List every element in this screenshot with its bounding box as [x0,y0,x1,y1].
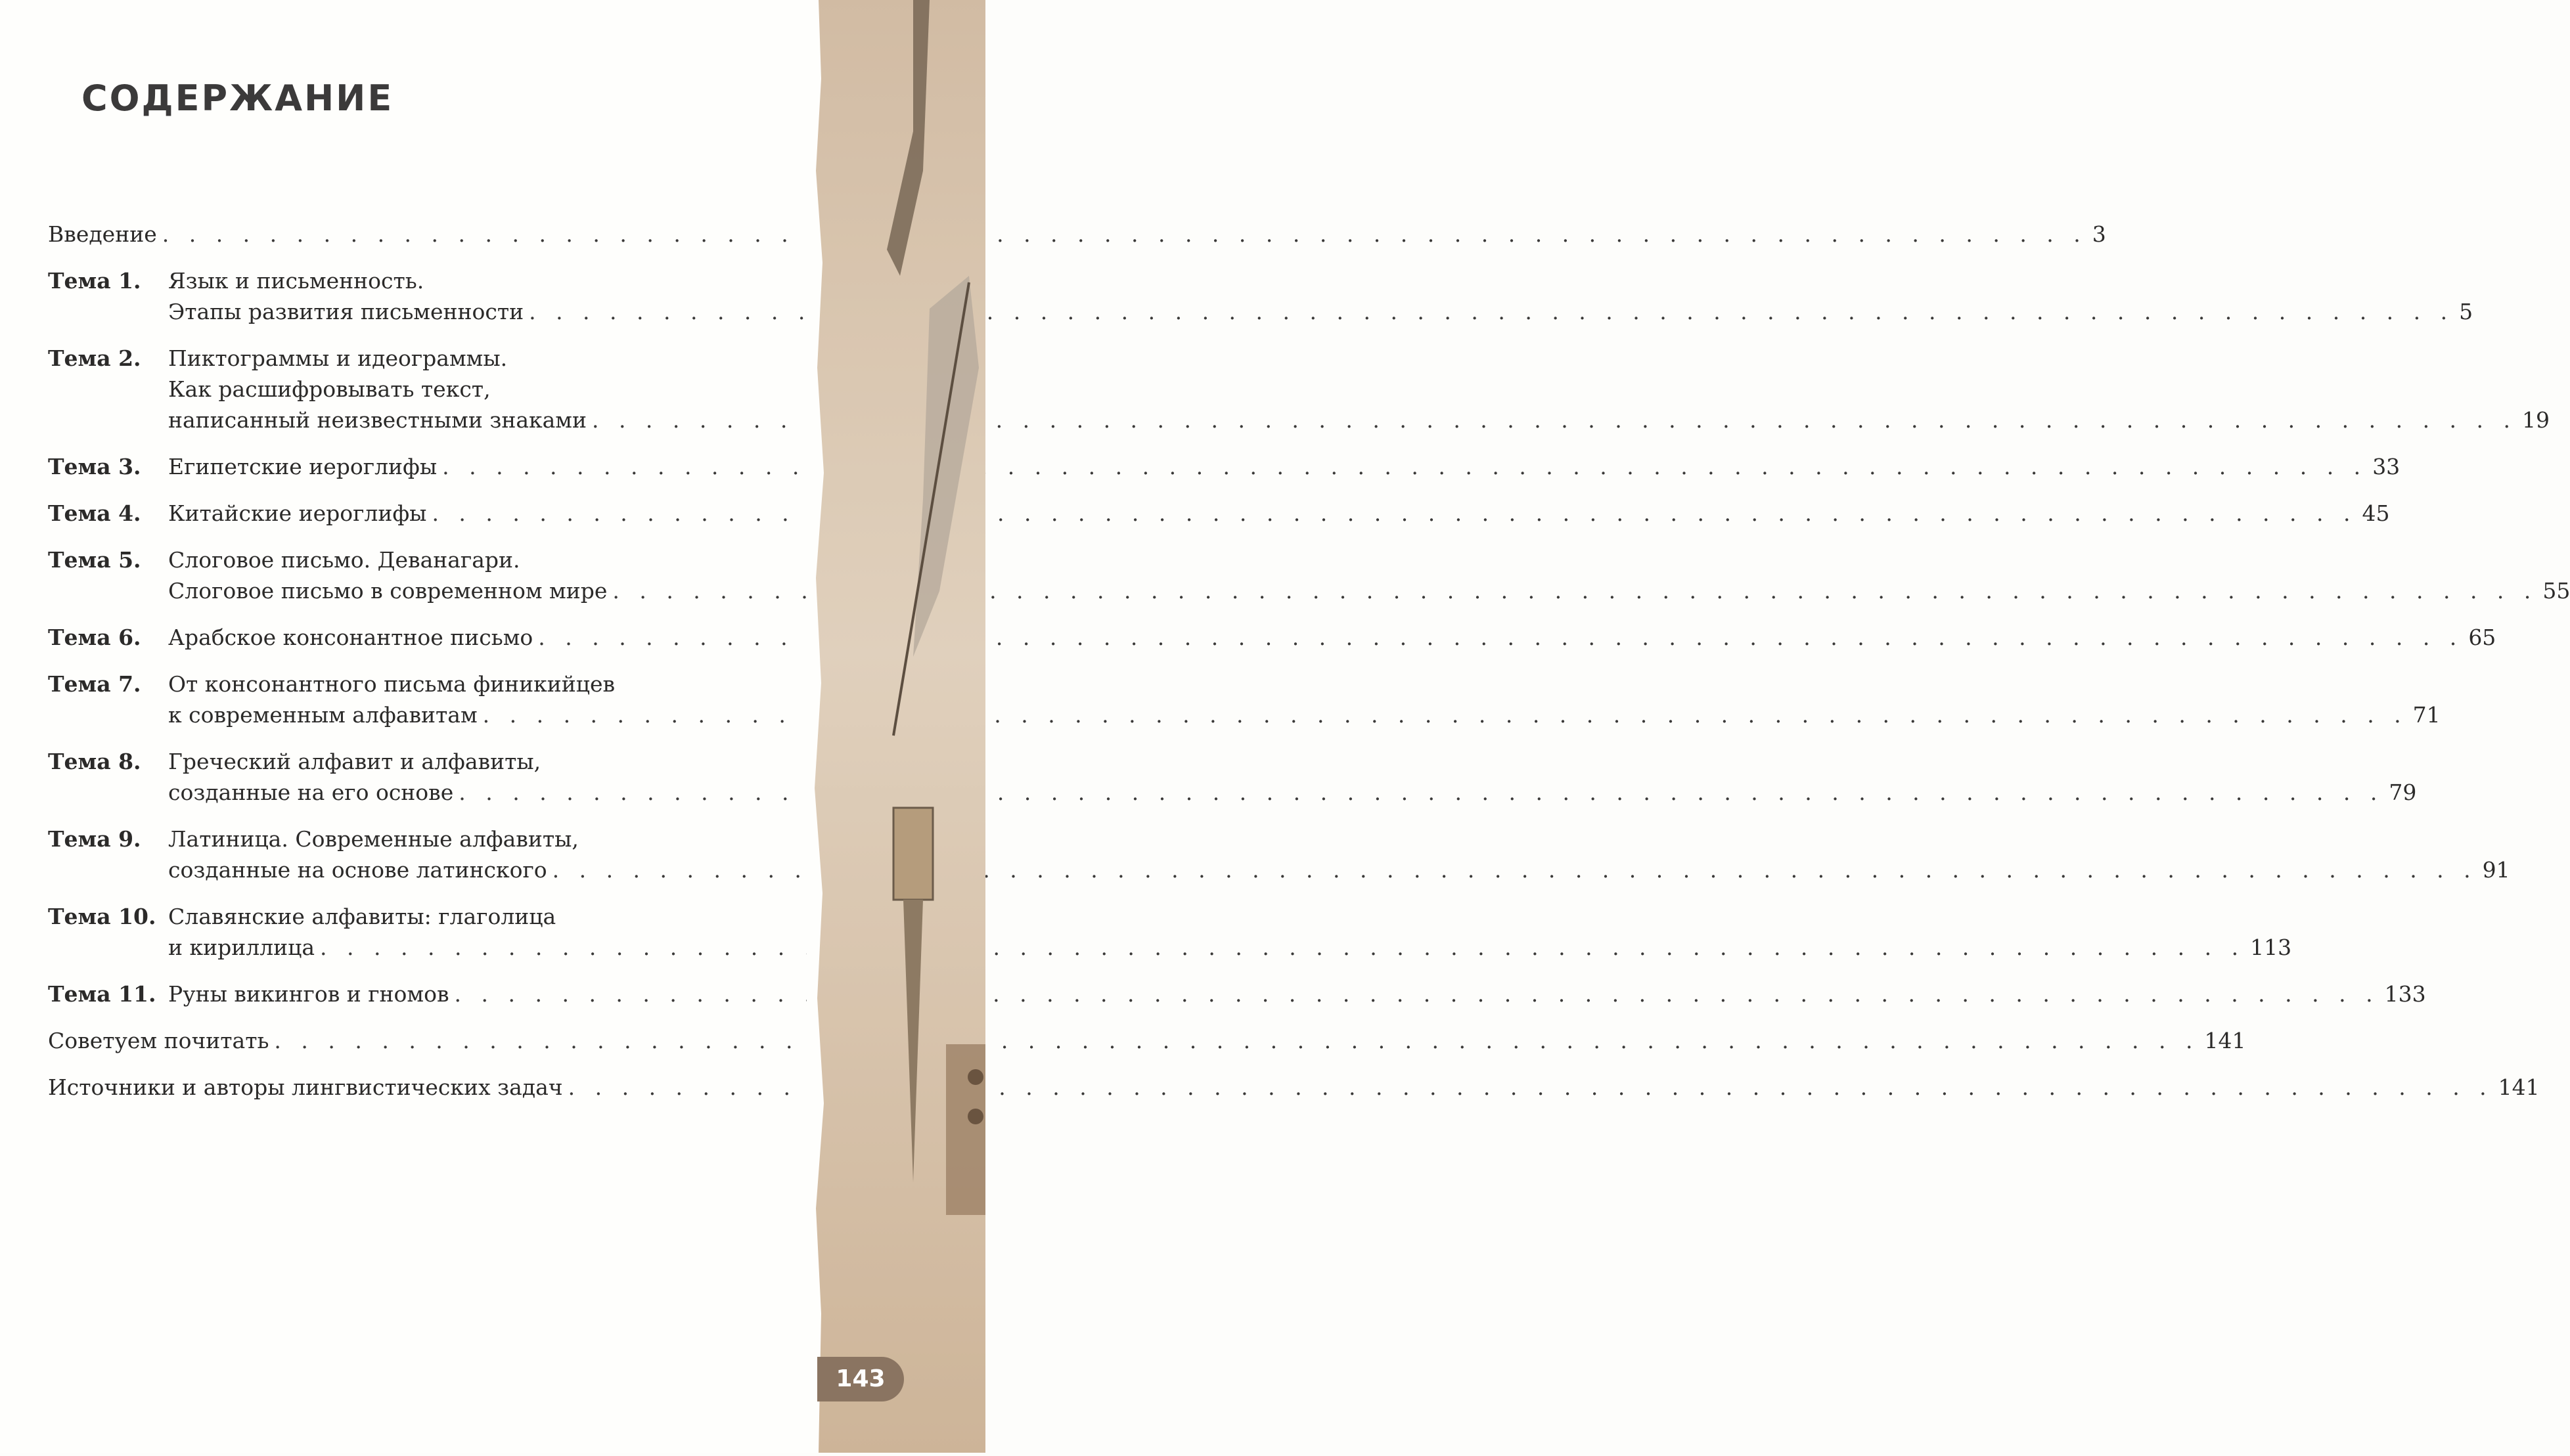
toc-entry-line [168,901,2291,932]
toc-entry-body [168,746,2416,808]
toc-page-number: 45 [2362,500,2390,526]
toc-entry-line [48,1025,2245,1056]
torn-paper-edge [807,0,833,1453]
toc-entry-title: Этапы развития письменности [168,299,524,324]
toc-entry [48,1072,2540,1103]
toc-entry [48,451,2401,482]
toc-page-number: 91 [2482,857,2510,883]
toc-entry-line [168,746,2416,777]
toc-entry-line [168,265,2473,296]
page-title: СОДЕРЖАНИЕ [81,77,394,119]
toc-entry [48,746,2417,808]
quill-pens-illustration [815,0,985,1453]
toc-page-number: 71 [2412,702,2441,728]
toc-entry-body [168,622,2496,653]
toc-entry-title: Пиктограммы и идеограммы. [168,345,508,371]
toc-entry-body [168,901,2291,963]
toc-entry-line [168,374,2550,405]
decorative-illustration [815,0,985,1453]
toc-entry-title: Латиница. Современные алфавиты, [168,826,579,852]
toc-entry-title: Слоговое письмо. Деванагари. [168,547,520,573]
toc-entry-line [168,343,2550,374]
toc-entry-label: Тема 11. [48,981,156,1007]
dot-leader [455,979,2379,1009]
toc-entry-title: к современным алфавитам [168,702,478,728]
toc-page-number: 141 [2498,1074,2540,1100]
toc-entry [48,219,2106,250]
toc-entry-title: Источники и авторы лингвистических задач [48,1074,563,1100]
toc-entry-title: Руны викингов и гномов [168,981,449,1007]
toc-entry-label: Тема 5. [48,547,141,573]
toc-entry-title: Греческий алфавит и алфавиты, [168,749,541,774]
toc-page-number: 33 [2372,454,2401,479]
toc-entry-title: и кириллица [168,935,315,960]
toc-entry-line [168,405,2550,435]
toc-entry [48,979,2426,1009]
toc-entry-line [168,669,2441,699]
dot-leader [320,932,2245,963]
toc-entry-title: Китайские иероглифы [168,500,427,526]
toc-entry-title: Язык и письменность. [168,268,424,294]
toc-entry-title: Как расшифровывать текст, [168,376,491,402]
toc-page-number: 3 [2092,221,2106,247]
toc-entry [48,669,2441,730]
table-of-contents [48,219,2570,1118]
toc-entry-label: Тема 10. [48,904,156,929]
toc-page-number: 133 [2384,981,2426,1007]
toc-entry-title: Арабское консонантное письмо [168,625,533,650]
toc-entry-title: Введение [48,221,157,247]
toc-page-number: 79 [2389,780,2417,805]
toc-entry [48,824,2510,885]
dot-leader [162,219,2087,250]
toc-page-number: 5 [2459,299,2473,324]
toc-entry-line [168,932,2291,963]
toc-entry [48,544,2570,606]
toc-page-number: 141 [2204,1028,2246,1053]
toc-entry-line [168,451,2400,482]
dot-leader [274,1025,2199,1056]
toc-entry-line [48,1072,2540,1103]
toc-entry-body [168,669,2441,730]
toc-entry-line [48,219,2106,250]
toc-entry [48,622,2496,653]
toc-entry-label: Тема 6. [48,625,141,650]
dot-leader [432,498,2356,529]
toc-entry-line [168,777,2416,808]
toc-entry-title: Египетские иероглифы [168,454,438,479]
toc-entry-body [168,498,2390,529]
toc-entry-title: Славянские алфавиты: глаголица [168,904,556,929]
dot-leader [459,777,2383,808]
toc-entry-line [168,544,2570,575]
toc-entry-line [168,699,2441,730]
toc-entry-line [168,824,2510,854]
toc-entry-line [168,296,2473,327]
toc-entry-body [48,219,2106,250]
toc-entry-label: Тема 2. [48,345,141,371]
toc-entry-body [48,1025,2245,1056]
toc-entry-label: Тема 7. [48,671,141,697]
toc-page-number: 19 [2522,407,2550,433]
toc-entry-line [168,498,2390,529]
toc-page-number: 65 [2468,625,2496,650]
toc-entry-title: Советуем почитать [48,1028,269,1053]
toc-entry [48,498,2390,529]
toc-entry-body [168,979,2426,1009]
toc-entry [48,901,2292,963]
toc-entry [48,343,2550,435]
toc-entry-body [168,265,2473,327]
dot-leader [442,451,2367,482]
toc-entry-line [168,854,2510,885]
toc-entry-line [168,575,2570,606]
toc-entry [48,265,2473,327]
toc-entry-line [168,622,2496,653]
toc-page-number: 113 [2250,935,2292,960]
toc-entry-body [168,343,2550,435]
page-number: 143 [817,1357,904,1401]
toc-entry-label: Тема 3. [48,454,141,479]
toc-entry-label: Тема 9. [48,826,141,852]
toc-entry-line [168,979,2426,1009]
toc-entry-title: От консонантного письма финикийцев [168,671,616,697]
toc-entry-body [48,1072,2540,1103]
toc-entry-body [168,824,2510,885]
toc-entry-title: написанный неизвестными знаками [168,407,587,433]
dot-leader [483,699,2408,730]
toc-entry-label: Тема 1. [48,268,141,294]
toc-entry [48,1025,2246,1056]
toc-page-number: 55 [2542,578,2570,604]
toc-entry-label: Тема 4. [48,500,141,526]
toc-entry-body [168,544,2570,606]
toc-entry-label: Тема 8. [48,749,141,774]
toc-entry-title: созданные на основе латинского [168,857,547,883]
toc-entry-title: созданные на его основе [168,780,454,805]
toc-entry-body [168,451,2400,482]
toc-entry-title: Слоговое письмо в современном мире [168,578,608,604]
